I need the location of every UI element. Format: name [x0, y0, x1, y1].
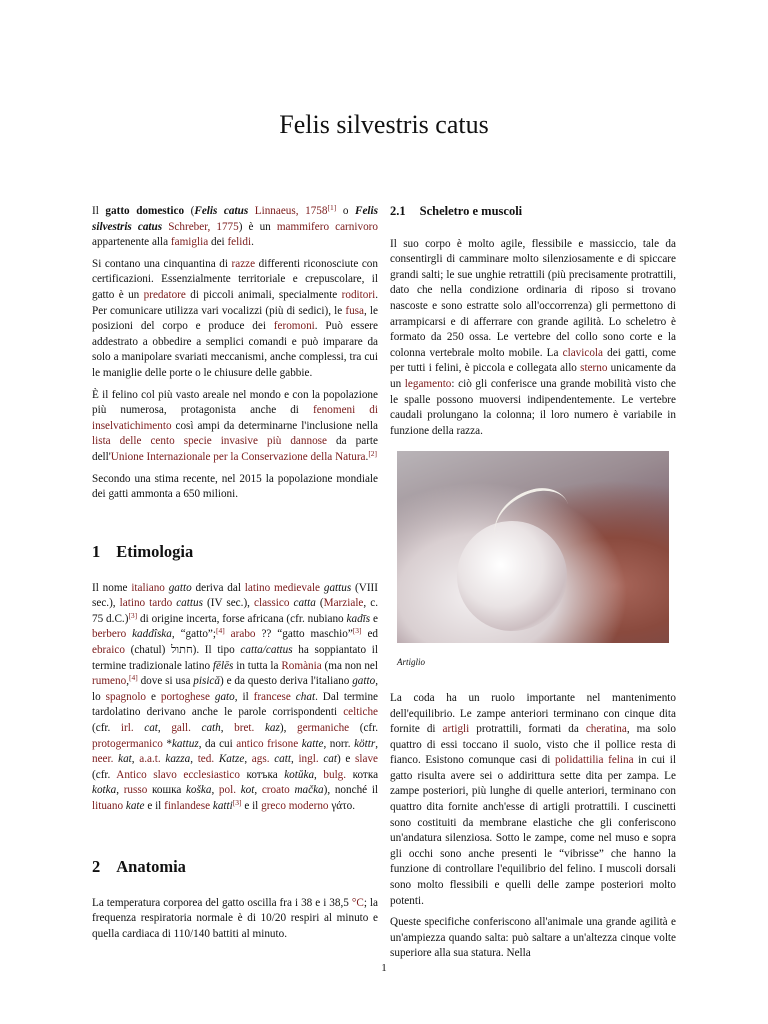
ref-2[interactable]: [2] [368, 448, 378, 458]
link-lista-specie-invasive[interactable]: lista delle cento specie invasive più dannose [92, 435, 328, 448]
ref-3[interactable]: [3] [232, 797, 242, 807]
link-legamento[interactable]: legamento [404, 377, 452, 390]
link-mammifero-carnivoro[interactable]: mammifero carnivoro [276, 220, 378, 233]
page-title: Felis silvestris catus [279, 110, 489, 139]
figure-caption: Artiglio [397, 657, 426, 668]
left-column [92, 204, 378, 509]
link-feromoni[interactable]: feromoni [273, 320, 315, 333]
link[interactable]: lituano [92, 799, 124, 812]
intro-paragraph: È il felino col più vasto areale nel mondo e con la popolazione più numerosa, protagonista anche di fenomeni di inselvatichimento così ampi da determinarne l'inclusione nella lista delle cento specie invasive più dannose da parte dell'Unione Internazionale per la Conservazione della Natura.[2] [92, 388, 378, 463]
link[interactable]: arabo [230, 628, 256, 641]
intro-paragraph: Secondo una stima recente, nel 2015 la popolazione mondiale dei gatti ammonta a 650 milioni. [92, 472, 378, 501]
link[interactable]: Romània [281, 659, 322, 672]
link-fusa[interactable]: fusa [345, 304, 364, 317]
anatomia-paragraph: La temperatura corporea del gatto oscilla fra i 38 e i 38,5 °C; la frequenza respiratoria normale è di 10/20 respiri al minuto e quella cardiaca di 110/140 battiti al minuto. [92, 896, 379, 940]
link-schreber[interactable]: Schreber, 1775 [168, 220, 239, 233]
link[interactable]: portoghese [160, 690, 210, 703]
link[interactable]: ted. [197, 753, 215, 766]
link-iucn[interactable]: Unione Internazionale per la Conservazione della Natura [110, 450, 366, 463]
link-predatore[interactable]: predatore [143, 288, 186, 301]
link[interactable]: bret. [234, 721, 255, 734]
right-column [390, 204, 676, 968]
zampe-paragraph: La coda ha un ruolo importante nel mantenimento dell'equilibrio. Le zampe anteriori terminano con cinque dita fornite di artigli protrattili, formati da cheratina, ma solo quattro di essi toccano il suolo, visto che il pollice resta di fianco. Esistono comunque casi di polidattilia felina in cui il gatto risulta avere sei o addirittura sette dita per zampa. Le zampe posteriori, più lunghe di quelle anteriori, terminano con quattro dita fornite anch'esse di artigli protrattili. I cuscinetti sono costituiti da membrane elastiche che gli conferiscono un'andatura silenziosa. Sotto le zampe, come nel muso e sopra gli occhi sono anche presenti le “vibrisse” che hanno la funzione di controllare l'equilibrio del felino. I muscoli dorsali sono molto flessibili e quelli delle zampe posteriori molto potenti. [390, 691, 676, 907]
section-heading: 2 Anatomia [92, 857, 186, 876]
scheletro-paragraph: Il suo corpo è molto agile, flessibile e massiccio, tale da consentirgli di camminare molto silenziosamente e di spiccare grandi salti; le sue unghie retrattili (più precisamente protrattili, dato che nella condizione ordinaria di riposo si trovano nascoste e sono estratte solo all'occorrenza) gli permettono di arrampicarsi e di afferrare con grande agilità. Lo scheletro è formato da 250 ossa. Le vertebre del collo sono corte e la colonna vertebrale molto mobile. La clavicola dei gatti, come per tutti i felini, è piccola e collegata allo sterno unicamente da un legamento: ciò gli conferisce una grande mobilità visto che le spalle possono muoversi indipendentemente. Le vertebre caudali prolungano la colonna; il loro numero è variabile in funzione della razza. [390, 237, 677, 437]
link-linnaeus[interactable]: Linnaeus, 1758 [254, 205, 328, 217]
claw-photo[interactable] [397, 451, 669, 643]
intro-paragraph: Il gatto domestico (Felis catus Linnaeus, 1758[1] o Felis silvestris catus Schreber, 1775) è un mammifero carnivoro appartenente alla famiglia dei felidi. [92, 203, 378, 249]
link-sterno[interactable]: sterno [580, 362, 608, 375]
link-famiglia[interactable]: famiglia [170, 236, 209, 249]
link[interactable]: latino medievale [244, 581, 321, 594]
page-number: 1 [381, 962, 387, 974]
section-anatomia [92, 859, 378, 948]
ref-4[interactable]: [4] [216, 626, 225, 636]
link[interactable]: a.a.t. [139, 753, 161, 766]
intro-paragraph: Si contano una cinquantina di razze differenti riconosciute con certificazioni. Essenzialmente territoriale e crepuscolare, il gatto è un predatore di piccoli animali, specialmente roditori. Per comunicare utilizza vari vocalizzi (più di sedici), le fusa, le posizioni del corpo e produce dei feromoni. Può essere addestrato a obbedire a semplici comandi e può imparare da solo a manipolare svariati meccanismi, anche complessi, tra cui le maniglie delle porte o le chiusure delle gabbie. [92, 257, 378, 379]
agilita-paragraph: Queste specifiche conferiscono all'animale una grande agilità e un'ampiezza quando salta: può saltare a un'altezza cinque volte superiore alla sua statura. Nella [390, 916, 676, 960]
link[interactable]: protogermanico [92, 737, 163, 750]
link[interactable]: russo [123, 784, 148, 797]
link-polidattilia[interactable]: polidattilia felina [555, 754, 634, 767]
link[interactable]: spagnolo [105, 690, 147, 703]
link[interactable]: berbero [92, 628, 127, 641]
link[interactable]: rumeno [92, 675, 127, 688]
link[interactable]: croato [261, 784, 290, 797]
link-felidi[interactable]: felidi [227, 236, 252, 249]
etimologia-paragraph: Il nome italiano gatto deriva dal latino medievale gattus (VIII sec.), latino tardo cattus (IV sec.), classico catta (Marziale, c. 75 d.C.)[3] di origine incerta, forse africana (cfr. nubiano kadīs e berbero kaddîska, “gatto”;[4] arabo ?? “gatto maschio”[3] ed ebraico (chatul) חתול). Il tipo catta/cattus ha soppiantato il termine tradizionale latino fēlēs in tutta la Romània (ma non nel rumeno,[4] dove si usa pisică) e da questo deriva l'italiano gatto, lo spagnolo e portoghese gato, il francese chat. Dal termine tardolatino derivano anche le parole corrispondenti celtiche (cfr. irl. cat, gall. cath, bret. kaz), germaniche (cfr. protogermanico *kattuz, da cui antico frisone katte, norr. köttr, neer. kat, a.a.t. kazza, ted. Katze, ags. catt, ingl. cat) e slave (cfr. Antico slavo ecclesiastico котъка kotŭka, bulg. котка kotka, russo кошка koška, pol. kot, croato mačka), nonché il lituano kate e il finlandese katti[3] e il greco moderno γάτο. [92, 581, 379, 812]
link[interactable]: irl. [120, 721, 134, 734]
link[interactable]: francese [253, 690, 291, 703]
link-roditori[interactable]: roditori [341, 288, 376, 301]
link[interactable]: Antico slavo ecclesiastico [116, 768, 240, 781]
link[interactable]: germaniche [296, 721, 350, 734]
link-clavicola[interactable]: clavicola [562, 346, 603, 359]
ref-3[interactable]: [3] [352, 626, 362, 636]
link[interactable]: pol. [218, 784, 237, 797]
section-etimologia [92, 544, 378, 821]
link[interactable]: Marziale [323, 597, 364, 610]
subsection-heading: 2.1 Scheletro e muscoli [390, 204, 523, 218]
link-inselvatichimento[interactable]: fenomeni di inselvatichimento [92, 404, 378, 432]
ref-1[interactable]: [1] [327, 203, 337, 212]
link-cheratina[interactable]: cheratina [585, 723, 627, 736]
link[interactable]: neer. [92, 753, 114, 766]
link-artigli[interactable]: artigli [442, 723, 470, 736]
ref-4[interactable]: [4] [128, 673, 138, 683]
ref-3[interactable]: [3] [128, 610, 138, 620]
link[interactable]: ebraico [92, 643, 125, 656]
link[interactable]: finlandese [164, 799, 211, 812]
link[interactable]: gall. [171, 721, 191, 734]
link-razze[interactable]: razze [231, 257, 256, 270]
link[interactable]: ags. [251, 753, 270, 766]
link[interactable]: celtiche [343, 706, 378, 719]
link[interactable]: classico [254, 597, 290, 610]
link[interactable]: antico frisone [236, 737, 299, 750]
link[interactable]: slave [355, 753, 379, 766]
link[interactable]: bulg. [323, 768, 347, 781]
link[interactable]: greco moderno [261, 799, 329, 812]
section-heading: 1 Etimologia [92, 542, 194, 561]
link[interactable]: latino tardo [119, 597, 173, 610]
link-celsius[interactable]: °C [351, 896, 364, 909]
link[interactable]: italiano [131, 581, 165, 594]
link[interactable]: ingl. [298, 753, 319, 766]
